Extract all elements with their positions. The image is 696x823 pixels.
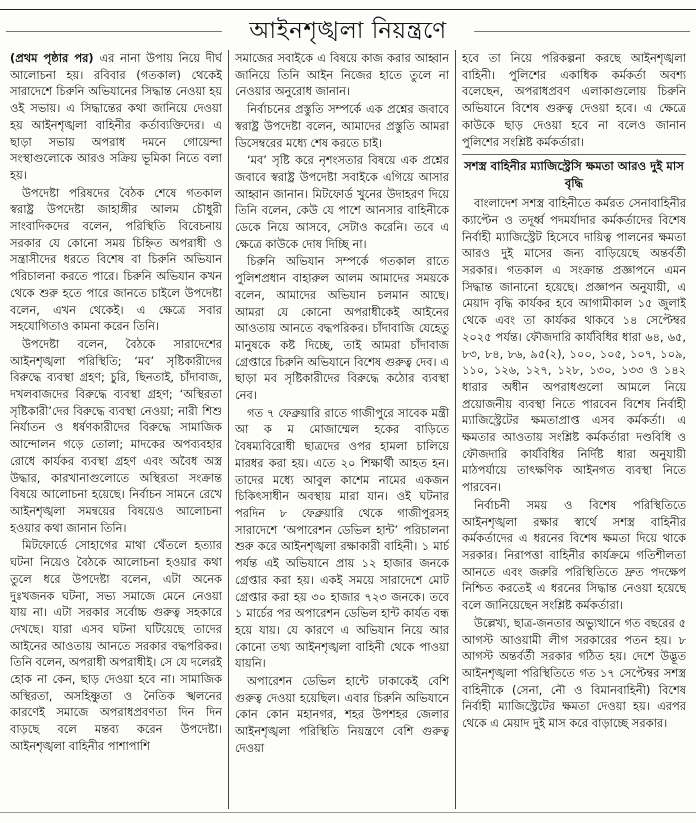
previous-story-strip (0, 0, 696, 8)
column-divider-1 (228, 50, 229, 809)
paragraph: ‘মব’ সৃষ্টি করে নৃশংসতার বিষয়ে এক প্রশ্নের জবাবে স্বরাষ্ট্র উপদেষ্টা সবাইকে এগিয়ে আসার আহ্বান জানান। মিটফোর্ড খুনের উদাহরণ দিয়ে তিনি বলেন, কেউ যে পাশে আনসার বাহিনীকে ডেকে নিয়ে আসবে, সেটাও করেনি। তবে এ ক্ষেত্রে কাউকে দোষ দিচ্ছি না। (235, 153, 449, 251)
paragraph: নির্বাচনী সময় ও বিশেষ পরিস্থিতিতে আইনশৃঙ্খলা রক্ষার স্বার্থে সশস্ত্র বাহিনীর কর্মকর্তাদের এ ধরনের বিশেষ ক্ষমতা দিয়ে থাকে সরকার। নিরাপত্তা বাহিনীর কার্যক্রমে গতিশীলতা আনতে এবং জরুরি পরিস্থিতিতে দ্রুত পদক্ষেপ নিশ্চিত করতেই এ ধরনের সিদ্ধান্ত নেওয়া হয়েছে বলে জানিয়েছেন সংশ্লিষ্ট কর্মকর্তারা। (462, 497, 686, 613)
sub-headline: সশস্ত্র বাহিনীর ম্যাজিস্ট্রেসি ক্ষমতা আরও দুই মাস বৃদ্ধি (462, 154, 686, 192)
article-column-1 (10, 50, 222, 809)
paragraph: হবে তা নিয়ে পরিকল্পনা করছে আইনশৃঙ্খলা বাহিনী। পুলিশের একাধিক কর্মকর্তা অবশ্য বলেছেন, অপরাধপ্রবণ এলাকাগুলোয় চিরুনি অভিযানে বিশেষ গুরুত্ব দেওয়া হবে। এ ক্ষেত্রে কাউকে ছাড় দেওয়া হবে না বলেও জানান পুলিশের সংশ্লিষ্ট কর্মকর্তারা। (462, 51, 686, 149)
top-rule (0, 9, 696, 10)
paragraph: সমাজের সবাইকে এ বিষয়ে কাজ করার আহ্বান জানিয়ে তিনি আইন নিজের হাতে তুলে না নেওয়ার অনুরোধ জানান। (235, 51, 449, 99)
article-headline (0, 14, 696, 48)
bottom-rule (0, 812, 696, 823)
paragraph: উপদেষ্টা পরিষদের বৈঠক শেষে গতকাল স্বরাষ্ট্র উপদেষ্টা জাহাঙ্গীর আলম চৌধুরী সাংবাদিকদের বলেন, পরিস্থিতি বিবেচনায় সরকার যে কোনো সময় চিহ্নিত অপরাধী ও সন্ত্রাসীদের ধরতে বিশেষ বা চিরুনি অভিযান পরিচালনা করতে পারে। চিরুনি অভিযান কখন থেকে শুরু হতে পারে জানতে চাইলে উপদেষ্টা বলেন, এখন থেকেই। এ ক্ষেত্রে সবার সহযোগিতাও কামনা করেন তিনি। (10, 185, 222, 334)
paragraph: গত ৭ ফেব্রুয়ারি রাতে গাজীপুরে সাবেক মন্ত্রী আ ক ম মোজাম্মেল হকের বাড়িতে বৈষম্যবিরোধী ছাত্রদের ওপর হামলা চালিয়ে মারধর করা হয়। এতে ২০ শিক্ষার্থী আহত হন। তাদের মধ্যে আবুল কাশেম নামের একজন চিকিৎসাধীন অবস্থায় মারা যান। ওই ঘটনার পরদিন ৮ ফেব্রুয়ারি থেকে গাজীপুরসহ সারাদেশে ‘অপারেশন ডেভিল হান্ট’ পরিচালনা শুরু করে আইনশৃঙ্খলা রক্ষাকারী বাহিনী। ১ মার্চ পর্যন্ত এই অভিযানে প্রায় ১২ হাজার জনকে গ্রেপ্তার করা হয়। একই সময়ে সারাদেশে মোট গ্রেপ্তার করা হয় ৩০ হাজার ৭২৩ জনকে। তবে ১ মার্চের পর অপারেশন ডেভিল হান্ট কার্যত বন্ধ হয়ে যায়। যে কারণে এ অভিযান নিয়ে আর কোনো তথ্য আইনশৃঙ্খলা বাহিনী থেকে পাওয়া যায়নি। (235, 405, 449, 671)
site-watermark (278, 428, 438, 450)
headline-text: আইনশৃঙ্খলা নিয়ন্ত্রণে (239, 18, 456, 44)
paragraph: বাংলাদেশ সশস্ত্র বাহিনীতে কর্মরত সেনাবাহিনীর ক্যাপ্টেন ও তদূর্ধ্ব পদমর্যাদার কর্মকর্তাদের বিশেষ নির্বাহী ম্যাজিস্ট্রেট হিসেবে দায়িত্ব পালনের ক্ষমতা আরও দুই মাসের জন্য বাড়িয়েছে অন্তর্বর্তী সরকার। গতকাল এ সংক্রান্ত প্রজ্ঞাপনে এমন সিদ্ধান্ত জানানো হয়েছে। প্রজ্ঞাপন অনুযায়ী, এ মেয়াদ বৃদ্ধি কার্যকর হবে আগামীকাল ১৫ জুলাই থেকে এবং তা কার্যকর থাকবে ১৪ সেপ্টেম্বর ২০২৫ পর্যন্ত। ফৌজদারি কার্যবিধির ধারা ৬৪, ৬৫, ৮৩, ৮৪, ৮৬, ৯৫(২), ১০০, ১০৫, ১০৭, ১০৯, ১১০, ১২৬, ১২৭, ১২৮, ১৩০, ১৩৩ ও ১৪২ ধারার অধীন অপরাধগুলো আমলে নিয়ে প্রয়োজনীয় ব্যবস্থা নিতে পারবেন বিশেষ নির্বাহী ম্যাজিস্ট্রেটের ক্ষমতাপ্রাপ্ত এসব কর্মকর্তা। এ ক্ষমতার আওতায় সংশ্লিষ্ট কর্মকর্তারা দণ্ডবিধি ও ফৌজদারি কার্যবিধির নির্দিষ্ট ধারা অনুযায়ী মাঠপর্যায়ে তাৎক্ষণিক আইনগত ব্যবস্থা নিতে পারবেন। (462, 196, 686, 495)
paragraph: মিটফোর্ডে সোহাগের মাথা থেঁতলে হত্যার ঘটনা নিয়েও বৈঠকে আলোচনা হওয়ার কথা তুলে ধরে উপদেষ্টা বলেন, এটা অনেক দুঃখজনক ঘটনা, সভ্য সমাজে মেনে নেওয়া যায় না। এটা সরকার সর্বোচ্চ গুরুত্ব সহকারে দেখছে। যারা এসব ঘটনা ঘটিয়েছে তাদের আইনের আওতায় আনতে সরকার বদ্ধপরিকর। তিনি বলেন, অপরাধী অপরাধীই। সে যে দলেরই হোক না কেন, ছাড় দেওয়া হবে না। সামাজিক অস্থিরতা, অসহিষ্ণুতা ও নৈতিক স্খলনের কারণেই সমাজে অপরাধপ্রবণতা দিন দিন বাড়ছে বলে মন্তব্য করেন উপদেষ্টা। আইনশৃঙ্খলা বাহিনীর পাশাপাশি (10, 538, 222, 753)
paragraph (10, 50, 222, 184)
article-column-3 (462, 50, 686, 809)
paragraph: চিরুনি অভিযান সম্পর্কে গতকাল রাতে পুলিশপ্রধান বাহারুল আলম আমাদের সময়কে বলেন, আমাদের অভিযান চলমান আছে। আমরা যে কোনো অপরাধীকেই আইনের আওতায় আনতে বদ্ধপরিকর। চাঁদাবাজি যেহেতু মানুষকে কষ্ট দিচ্ছে, তাই আমরা চাঁদাবাজ গ্রেপ্তারে চিরুনি অভিযানে বিশেষ গুরুত্ব দেব। এ ছাড়া মব সৃষ্টিকারীদের বিরুদ্ধে কঠোর ব্যবস্থা নেব। (235, 254, 449, 403)
paragraph: নির্বাচনের প্রস্তুতি সম্পর্কে এক প্রশ্নের জবাবে স্বরাষ্ট্র উপদেষ্টা বলেন, আমাদের প্রস্তুতি আমরা ডিসেম্বরের মধ্যে শেষ করতে চাই। (235, 102, 449, 150)
paragraph: উপদেষ্টা বলেন, বৈঠকে সারাদেশের আইনশৃঙ্খলা পরিস্থিতি; ‘মব’ সৃষ্টিকারীদের বিরুদ্ধে ব্যবস্থা গ্রহণ; চুরি, ছিনতাই, চাঁদাবাজ, দখলবাজদের বিরুদ্ধে ব্যবস্থা গ্রহণ; ‘অস্থিরতা সৃষ্টিকারী’দের বিরুদ্ধে ব্যবস্থা নেওয়া; নারী শিশু নির্যাতন ও ধর্ষণকারীদের বিরুদ্ধে সামাজিক আন্দোলন গড়ে তোলা; মাদকের অপব্যবহার রোধে কার্যকর ব্যবস্থা গ্রহণ এবং অবৈধ অস্ত্র উদ্ধার, কারখানাগুলোতে অস্থিরতা সংক্রান্ত বিষয়ে আলোচনা হয়েছে। নির্বাচন সামনে রেখে আইনশৃঙ্খলা সমন্বয়ের বিষয়েও আলোচনা হওয়ার কথা জানান তিনি। (10, 336, 222, 535)
column-divider-2 (455, 50, 456, 809)
paragraph-text: এর নানা উপায় নিয়ে দীর্ঘ আলোচনা হয়। রবিবার (গতকাল) থেকেই সারাদেশে চিরুনি অভিযানের সিদ্ধান্ত নেওয়া হয় ওই সভায়। এ সিদ্ধান্তের কথা জানিয়ে দেওয়া হয় আইনশৃঙ্খলা বাহিনীর কর্তাব্যক্তিদের। এ ছাড়া সভায় অপরাধ দমনে গোয়েন্দা সংস্থাগুলোকে আরও সক্রিয় ভূমিকা নিতে বলা হয়। (10, 51, 222, 182)
continuation-marker: (প্রথম পৃষ্ঠার পর) (10, 51, 94, 65)
paragraph: উল্লেখ্য, ছাত্র-জনতার অভ্যুত্থানে গত বছরের ৫ আগস্ট আওয়ামী লীগ সরকারের পতন হয়। ৮ আগস্ট অন্তর্বর্তী সরকার গঠিত হয়। দেশে উদ্ভূত আইনশৃঙ্খলা পরিস্থিতিতে গত ১৭ সেপ্টেম্বর সশস্ত্র বাহিনীকে (সেনা, নৌ ও বিমানবাহিনী) বিশেষ নির্বাহী ম্যাজিস্ট্রেটের ক্ষমতা দেওয়া হয়। এরপর থেকে এ মেয়াদ দুই মাস করে বাড়াচ্ছে সরকার। (462, 615, 686, 731)
paragraph: অপারেশন ডেভিল হান্টে ঢাকাকেই বেশি গুরুত্ব দেওয়া হয়েছিল। এবার চিরুনি অভিযানে কোন কোন মহানগর, শহর উপশহর জেলার আইনশৃঙ্খলা পরিস্থিতি নিয়ন্ত্রণে বেশি গুরুত্ব দেওয়া (235, 674, 449, 755)
